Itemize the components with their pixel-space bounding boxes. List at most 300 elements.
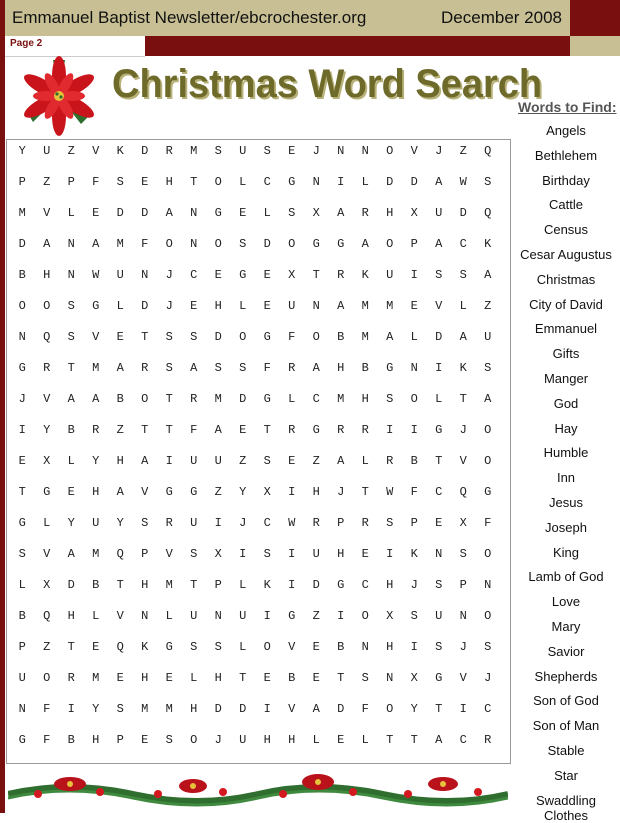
grid-letter: Y	[43, 423, 51, 437]
grid-letter: J	[312, 144, 320, 158]
grid-letter: P	[459, 578, 467, 592]
grid-letter: A	[116, 361, 124, 375]
grid-letter: A	[435, 733, 443, 747]
grid-letter: O	[214, 175, 222, 189]
grid-letter: L	[92, 609, 100, 623]
grid-letter: D	[18, 237, 26, 251]
grid-letter: S	[263, 144, 271, 158]
grid-letter: H	[165, 175, 173, 189]
grid-letter: B	[116, 392, 124, 406]
grid-letter: I	[386, 547, 394, 561]
grid-letter: Y	[239, 485, 247, 499]
grid-letter: J	[459, 640, 467, 654]
grid-letter: S	[116, 702, 124, 716]
word-list-item: Inn	[556, 470, 576, 486]
grid-letter: G	[312, 423, 320, 437]
grid-letter: I	[288, 485, 296, 499]
grid-letter: H	[386, 578, 394, 592]
grid-letter: Y	[410, 702, 418, 716]
grid-letter: J	[239, 516, 247, 530]
grid-letter: S	[165, 733, 173, 747]
grid-letter: L	[288, 392, 296, 406]
grid-letter: O	[361, 609, 369, 623]
grid-letter: D	[141, 206, 149, 220]
word-list-item: Shepherds	[534, 668, 598, 684]
grid-letter: K	[263, 578, 271, 592]
word-list-item: Angels	[546, 123, 586, 138]
word-list-item: Humble	[543, 445, 589, 461]
grid-letter: L	[239, 578, 247, 592]
grid-letter: N	[214, 609, 222, 623]
grid-letter: Q	[43, 609, 51, 623]
grid-letter: R	[288, 361, 296, 375]
grid-letter: H	[386, 206, 394, 220]
word-list-item: Birthday	[542, 172, 590, 188]
grid-letter: E	[239, 423, 247, 437]
grid-letter: S	[484, 361, 492, 375]
grid-letter: B	[18, 609, 26, 623]
grid-letter: P	[18, 175, 26, 189]
grid-letter: F	[361, 702, 369, 716]
grid-letter: A	[312, 361, 320, 375]
word-list-item: Swaddling Clothes	[536, 792, 596, 823]
grid-letter: M	[116, 237, 124, 251]
grid-letter: M	[92, 671, 100, 685]
grid-letter: L	[67, 206, 75, 220]
grid-letter: F	[263, 361, 271, 375]
word-list-item: Lamb of God	[528, 569, 604, 585]
grid-letter: A	[190, 361, 198, 375]
grid-letter: K	[484, 237, 492, 251]
grid-letter: M	[337, 392, 345, 406]
grid-letter: H	[92, 733, 100, 747]
grid-letter: T	[67, 640, 75, 654]
grid-letter: O	[18, 299, 26, 313]
grid-letter: V	[116, 609, 124, 623]
grid-letter: E	[263, 671, 271, 685]
grid-letter: A	[312, 702, 320, 716]
grid-letter: A	[435, 175, 443, 189]
grid-row	[10, 206, 500, 220]
grid-letter: H	[288, 733, 296, 747]
grid-letter: M	[92, 547, 100, 561]
grid-row	[10, 423, 500, 437]
grid-letter: I	[337, 609, 345, 623]
grid-row	[10, 454, 500, 468]
grid-letter: S	[67, 330, 75, 344]
grid-letter: S	[263, 547, 271, 561]
grid-letter: M	[386, 299, 394, 313]
grid-letter: E	[92, 640, 100, 654]
grid-letter: D	[410, 175, 418, 189]
grid-letter: L	[459, 299, 467, 313]
grid-letter: W	[459, 175, 467, 189]
grid-letter: P	[116, 733, 124, 747]
grid-letter: G	[337, 578, 345, 592]
grid-letter: X	[263, 485, 271, 499]
grid-letter: B	[410, 454, 418, 468]
grid-letter: G	[337, 237, 345, 251]
grid-letter: L	[263, 206, 271, 220]
grid-letter: O	[263, 640, 271, 654]
grid-letter: F	[43, 733, 51, 747]
grid-letter: S	[435, 640, 443, 654]
word-list-item: King	[552, 544, 580, 560]
grid-row	[10, 144, 500, 158]
grid-letter: P	[18, 640, 26, 654]
grid-letter: V	[410, 144, 418, 158]
newsletter-date: December 2008	[441, 8, 562, 27]
grid-letter: D	[67, 578, 75, 592]
grid-letter: J	[484, 671, 492, 685]
grid-letter: H	[116, 454, 124, 468]
subheader-accent	[570, 36, 620, 56]
grid-letter: T	[337, 671, 345, 685]
grid-letter: O	[386, 237, 394, 251]
grid-letter: H	[92, 485, 100, 499]
grid-letter: D	[214, 702, 222, 716]
grid-letter: O	[43, 299, 51, 313]
grid-letter: S	[386, 392, 394, 406]
grid-letter: Z	[459, 144, 467, 158]
grid-letter: V	[43, 392, 51, 406]
grid-letter: Z	[67, 144, 75, 158]
grid-letter: X	[386, 609, 394, 623]
grid-letter: Y	[92, 454, 100, 468]
grid-letter: Z	[214, 485, 222, 499]
header-accent	[570, 0, 620, 36]
grid-letter: L	[361, 175, 369, 189]
grid-letter: G	[239, 268, 247, 282]
grid-letter: N	[18, 330, 26, 344]
grid-letter: E	[116, 330, 124, 344]
grid-letter: U	[435, 206, 443, 220]
grid-letter: L	[165, 609, 173, 623]
page-title: Christmas Word Search	[112, 62, 543, 106]
grid-row	[10, 547, 500, 561]
grid-letter: S	[190, 547, 198, 561]
grid-letter: S	[214, 640, 222, 654]
grid-letter: Q	[43, 330, 51, 344]
grid-letter: S	[239, 237, 247, 251]
grid-letter: Z	[43, 640, 51, 654]
grid-row	[10, 485, 500, 499]
grid-letter: J	[165, 299, 173, 313]
grid-letter: S	[141, 516, 149, 530]
grid-letter: W	[288, 516, 296, 530]
grid-letter: G	[263, 392, 271, 406]
grid-letter: O	[484, 423, 492, 437]
grid-letter: T	[190, 175, 198, 189]
grid-letter: N	[190, 206, 198, 220]
grid-letter: Q	[459, 485, 467, 499]
word-list-item: Emmanuel	[534, 321, 598, 337]
grid-letter: N	[410, 361, 418, 375]
grid-letter: T	[141, 330, 149, 344]
grid-letter: T	[165, 392, 173, 406]
grid-letter: V	[92, 330, 100, 344]
grid-letter: E	[435, 516, 443, 530]
grid-letter: R	[43, 361, 51, 375]
grid-letter: X	[43, 578, 51, 592]
grid-letter: S	[459, 547, 467, 561]
grid-letter: L	[239, 299, 247, 313]
grid-letter: G	[288, 175, 296, 189]
holly-garland-icon	[8, 764, 508, 808]
grid-letter: C	[435, 485, 443, 499]
grid-letter: S	[484, 640, 492, 654]
grid-letter: A	[484, 392, 492, 406]
grid-letter: F	[43, 702, 51, 716]
grid-letter: Z	[116, 423, 124, 437]
grid-letter: R	[312, 516, 320, 530]
grid-letter: R	[165, 144, 173, 158]
grid-letter: E	[288, 144, 296, 158]
grid-letter: X	[410, 206, 418, 220]
grid-letter: T	[312, 268, 320, 282]
grid-letter: G	[312, 237, 320, 251]
grid-letter: N	[361, 640, 369, 654]
grid-letter: R	[141, 361, 149, 375]
grid-letter: E	[263, 268, 271, 282]
grid-letter: T	[410, 733, 418, 747]
grid-letter: F	[190, 423, 198, 437]
grid-letter: N	[67, 237, 75, 251]
grid-letter: D	[386, 175, 394, 189]
grid-letter: C	[263, 175, 271, 189]
grid-letter: A	[386, 330, 394, 344]
grid-letter: A	[337, 299, 345, 313]
word-list-item: Stable	[547, 743, 585, 758]
grid-letter: S	[165, 330, 173, 344]
grid-letter: C	[459, 733, 467, 747]
grid-letter: U	[190, 516, 198, 530]
grid-letter: H	[337, 547, 345, 561]
grid-letter: O	[312, 330, 320, 344]
grid-letter: U	[484, 330, 492, 344]
grid-letter: N	[484, 578, 492, 592]
grid-letter: H	[190, 702, 198, 716]
grid-letter: H	[312, 485, 320, 499]
grid-letter: D	[116, 206, 124, 220]
grid-letter: A	[43, 237, 51, 251]
grid-letter: B	[92, 578, 100, 592]
grid-letter: O	[484, 609, 492, 623]
grid-letter: T	[141, 423, 149, 437]
grid-letter: A	[116, 485, 124, 499]
grid-letter: S	[410, 609, 418, 623]
grid-letter: E	[141, 175, 149, 189]
grid-letter: I	[386, 423, 394, 437]
grid-letter: J	[337, 485, 345, 499]
grid-letter: L	[239, 640, 247, 654]
grid-letter: H	[361, 392, 369, 406]
grid-letter: A	[67, 547, 75, 561]
grid-letter: D	[239, 392, 247, 406]
grid-letter: V	[43, 206, 51, 220]
grid-letter: S	[165, 361, 173, 375]
grid-letter: G	[165, 640, 173, 654]
grid-letter: N	[141, 609, 149, 623]
grid-letter: D	[214, 330, 222, 344]
grid-letter: Y	[116, 516, 124, 530]
grid-letter: V	[165, 547, 173, 561]
grid-letter: I	[165, 454, 173, 468]
grid-letter: B	[67, 423, 75, 437]
grid-letter: G	[190, 485, 198, 499]
grid-letter: M	[18, 206, 26, 220]
newsletter-title: Emmanuel Baptist Newsletter/ebcrochester.org	[12, 8, 367, 27]
grid-letter: U	[190, 609, 198, 623]
grid-letter: Z	[312, 609, 320, 623]
grid-letter: U	[190, 454, 198, 468]
grid-letter: G	[18, 733, 26, 747]
word-list-item: Son of God	[533, 693, 599, 709]
grid-letter: T	[386, 733, 394, 747]
grid-letter: B	[288, 671, 296, 685]
word-list-item: Cattle	[549, 197, 583, 213]
grid-letter: A	[92, 237, 100, 251]
grid-letter: Z	[484, 299, 492, 313]
grid-letter: R	[67, 671, 75, 685]
grid-letter: P	[410, 237, 418, 251]
grid-letter: F	[288, 330, 296, 344]
grid-letter: O	[165, 237, 173, 251]
grid-letter: I	[410, 423, 418, 437]
grid-letter: S	[67, 299, 75, 313]
left-border	[0, 0, 5, 813]
grid-letter: D	[141, 299, 149, 313]
grid-letter: U	[239, 609, 247, 623]
grid-letter: O	[386, 144, 394, 158]
grid-letter: C	[190, 268, 198, 282]
grid-letter: E	[410, 299, 418, 313]
grid-letter: L	[435, 392, 443, 406]
grid-letter: B	[18, 268, 26, 282]
grid-letter: L	[239, 175, 247, 189]
grid-letter: D	[337, 702, 345, 716]
grid-letter: Y	[92, 702, 100, 716]
grid-letter: Q	[116, 547, 124, 561]
grid-letter: T	[435, 454, 443, 468]
grid-letter: J	[18, 392, 26, 406]
grid-letter: R	[386, 454, 394, 468]
grid-letter: R	[484, 733, 492, 747]
grid-letter: F	[484, 516, 492, 530]
word-list-item: Mary	[551, 619, 581, 634]
grid-letter: U	[312, 547, 320, 561]
grid-letter: E	[214, 268, 222, 282]
grid-letter: S	[435, 578, 443, 592]
word-list-item: Jesus	[549, 495, 583, 510]
grid-letter: T	[67, 361, 75, 375]
grid-letter: X	[312, 206, 320, 220]
grid-letter: S	[386, 516, 394, 530]
word-list-item: Gifts	[552, 346, 580, 362]
grid-letter: K	[459, 361, 467, 375]
grid-row	[10, 268, 500, 282]
grid-row	[10, 392, 500, 406]
grid-letter: R	[361, 206, 369, 220]
grid-letter: S	[459, 268, 467, 282]
grid-letter: G	[288, 609, 296, 623]
grid-letter: F	[410, 485, 418, 499]
grid-letter: O	[141, 392, 149, 406]
words-heading: Words to Find:	[518, 99, 617, 115]
grid-letter: Q	[116, 640, 124, 654]
grid-letter: I	[263, 609, 271, 623]
grid-letter: A	[435, 237, 443, 251]
grid-letter: R	[361, 516, 369, 530]
grid-letter: I	[214, 516, 222, 530]
grid-letter: V	[435, 299, 443, 313]
word-list-item: City of David	[529, 296, 603, 312]
grid-letter: S	[214, 144, 222, 158]
grid-letter: U	[43, 144, 51, 158]
grid-letter: U	[239, 733, 247, 747]
grid-letter: P	[141, 547, 149, 561]
grid-letter: L	[361, 733, 369, 747]
grid-letter: E	[116, 671, 124, 685]
word-list-item: Love	[551, 594, 581, 610]
grid-letter: D	[239, 702, 247, 716]
grid-letter: N	[459, 609, 467, 623]
grid-letter: O	[484, 454, 492, 468]
grid-row	[10, 609, 500, 623]
grid-letter: T	[459, 392, 467, 406]
grid-letter: P	[214, 578, 222, 592]
grid-letter: T	[116, 578, 124, 592]
grid-letter: A	[337, 206, 345, 220]
grid-letter: G	[263, 330, 271, 344]
word-list-item: Bethlehem	[534, 147, 598, 163]
grid-letter: H	[263, 733, 271, 747]
grid-row	[10, 299, 500, 313]
grid-letter: D	[263, 237, 271, 251]
grid-letter: E	[141, 733, 149, 747]
grid-letter: L	[361, 454, 369, 468]
word-list-item: God	[553, 395, 579, 411]
grid-letter: O	[214, 237, 222, 251]
word-list-item: Census	[543, 222, 589, 238]
grid-letter: O	[386, 702, 394, 716]
grid-letter: L	[410, 330, 418, 344]
grid-letter: E	[190, 299, 198, 313]
grid-letter: R	[92, 423, 100, 437]
grid-letter: G	[92, 299, 100, 313]
grid-letter: L	[116, 299, 124, 313]
grid-row	[10, 516, 500, 530]
grid-letter: O	[484, 547, 492, 561]
grid-letter: E	[67, 485, 75, 499]
grid-letter: R	[288, 423, 296, 437]
grid-letter: F	[92, 175, 100, 189]
grid-letter: U	[18, 671, 26, 685]
grid-letter: S	[263, 454, 271, 468]
grid-letter: G	[386, 361, 394, 375]
grid-letter: R	[190, 392, 198, 406]
grid-letter: A	[484, 268, 492, 282]
grid-letter: I	[410, 640, 418, 654]
grid-letter: S	[484, 175, 492, 189]
grid-letter: X	[288, 268, 296, 282]
grid-letter: G	[18, 516, 26, 530]
grid-letter: I	[337, 175, 345, 189]
grid-letter: M	[92, 361, 100, 375]
grid-letter: S	[116, 175, 124, 189]
grid-letter: A	[67, 392, 75, 406]
grid-letter: H	[337, 361, 345, 375]
